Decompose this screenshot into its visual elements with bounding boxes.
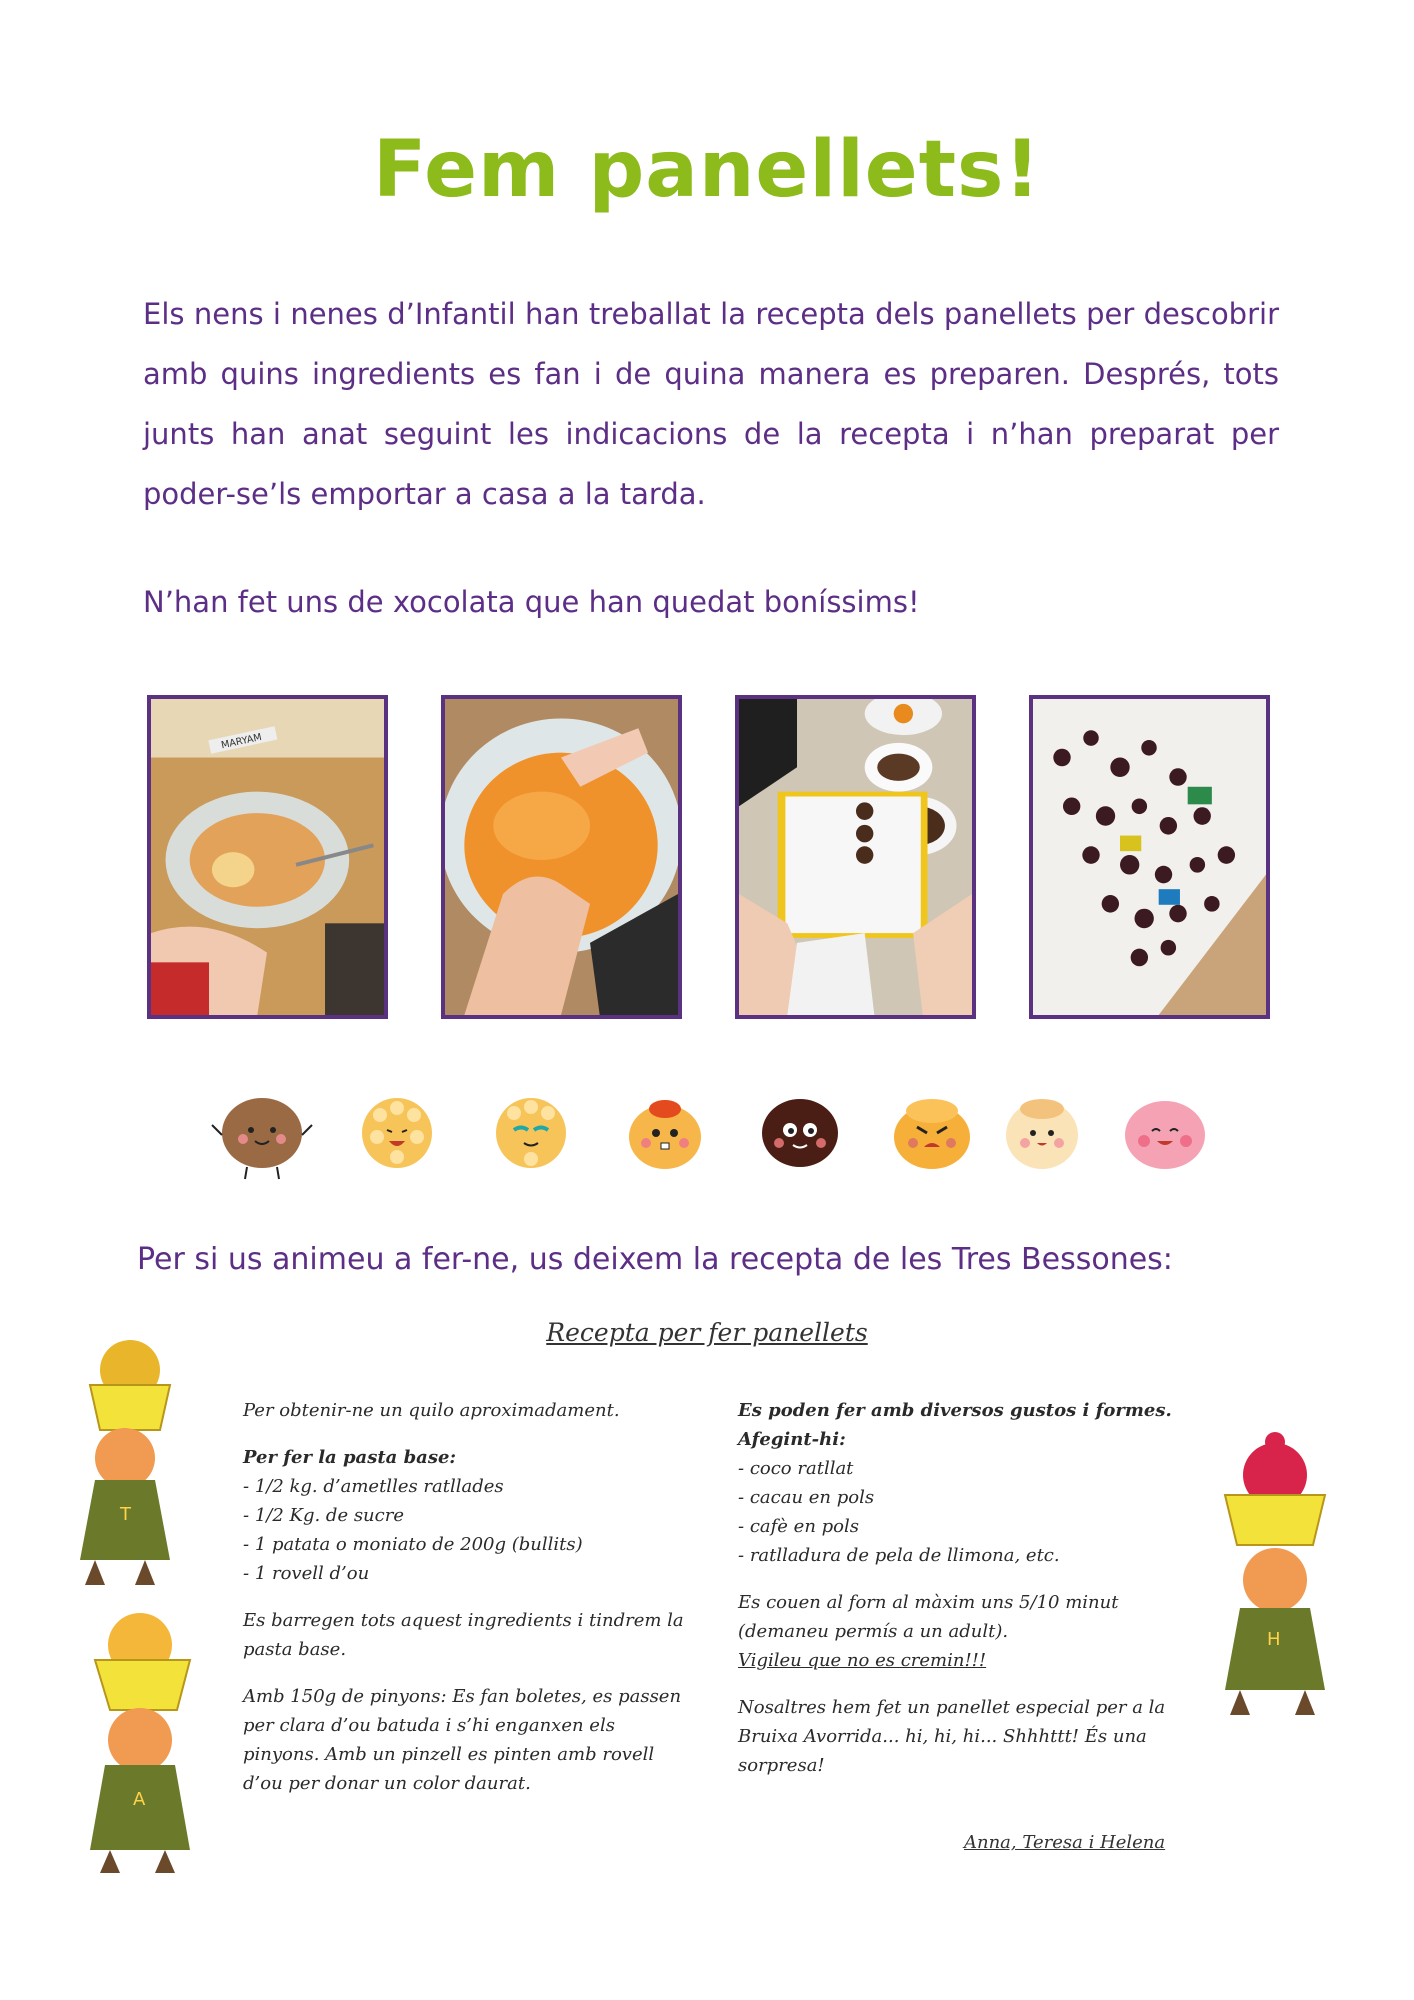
list-item: - 1 patata o moniato de 200g (bullits) <box>243 1530 688 1559</box>
pinyons-label: Amb 150g de pinyons: <box>243 1686 447 1707</box>
list-item: - 1 rovell d’ou <box>243 1559 688 1588</box>
mix-instructions: Es barregen tots aquest ingredients i tindrem la pasta base. <box>243 1610 684 1660</box>
girl-a-illustration <box>55 1605 215 1875</box>
recipe-left-column <box>243 1396 688 1816</box>
flavours-heading: Es poden fer amb diversos gustos i formes. <box>738 1400 1172 1421</box>
intro-paragraph: Els nens i nenes d’Infantil han treballat la recepta dels panellets per descobrir amb quins ingredients es fan i de quina manera es preparen. Després, tots junts han anat seguint les indicacions de la recepta i n’han preparat per poder-se’ls emportar a casa a la tarda. <box>143 297 1279 511</box>
list-item: - coco ratllat <box>738 1454 1178 1483</box>
strawberry-panellet-icon <box>1110 1075 1220 1185</box>
additions-list <box>738 1454 1178 1570</box>
page-title: Fem panellets! <box>372 125 1041 215</box>
girl-letter: T <box>120 1504 131 1525</box>
name-card-label: MARYAM <box>220 731 263 752</box>
special-note: Nosaltres hem fet un panellet especial per a la Bruixa Avorrida... hi, hi, hi... Shhhttt! És una sorpresa! <box>738 1697 1166 1776</box>
girl-letter: A <box>133 1789 146 1810</box>
base-ingredients-list <box>243 1472 688 1588</box>
pinyons-instructions <box>243 1682 688 1798</box>
recipe-quantity: Per obtenir-ne un quilo aproximadament. <box>243 1400 620 1421</box>
chocolate-panellet-icon <box>207 1075 317 1185</box>
base-heading: Per fer la pasta base: <box>243 1447 457 1468</box>
cherry-panellet-icon <box>610 1075 720 1185</box>
panellet-characters <box>0 1075 1414 1185</box>
photo-kneading-dough <box>441 695 682 1019</box>
bake-instructions: Es couen al forn al màxim uns 5/10 minut (demaneu permís a un adult). <box>738 1592 1119 1642</box>
girl-letter: H <box>1267 1629 1281 1650</box>
signature: Anna, Teresa i Helena <box>964 1832 1166 1853</box>
photo-finished-panellets <box>1029 695 1270 1019</box>
dark-chocolate-panellet-icon <box>745 1075 855 1185</box>
coconut-glasses-panellet-icon <box>476 1075 586 1185</box>
list-item: - cafè en pols <box>738 1512 1178 1541</box>
list-item: - 1/2 Kg. de sucre <box>243 1501 688 1530</box>
photo-shaping-balls <box>735 695 976 1019</box>
angry-panellet-icon <box>877 1075 987 1185</box>
coconut-panellet-icon <box>342 1075 452 1185</box>
recipe-title: Recepta per fer panellets <box>546 1318 868 1347</box>
girl-t-illustration <box>45 1340 195 1590</box>
photo-mixing-bowl <box>147 695 388 1019</box>
list-item: - cacau en pols <box>738 1483 1178 1512</box>
recipe-invitation: Per si us animeu a fer-ne, us deixem la recepta de les Tres Bessones: <box>137 1242 1173 1277</box>
recipe-right-column <box>738 1396 1178 1798</box>
warning-text: Vigileu que no es cremin!!! <box>738 1650 987 1671</box>
list-item: - ratlladura de pela de llimona, etc. <box>738 1541 1178 1570</box>
add-heading: Afegint-hi: <box>738 1429 846 1450</box>
sugar-panellet-icon <box>987 1075 1097 1185</box>
chocolate-note: N’han fet uns de xocolata que han quedat boníssims! <box>143 585 920 619</box>
girl-h-illustration <box>1195 1430 1355 1720</box>
pinyons-text: Es fan boletes, es passen per clara d’ou batuda i s’hi enganxen els pinyons. Amb un pinzell es pinten amb rovell d’ou per donar un color daurat. <box>243 1686 682 1794</box>
list-item: - 1/2 kg. d’ametlles ratllades <box>243 1472 688 1501</box>
